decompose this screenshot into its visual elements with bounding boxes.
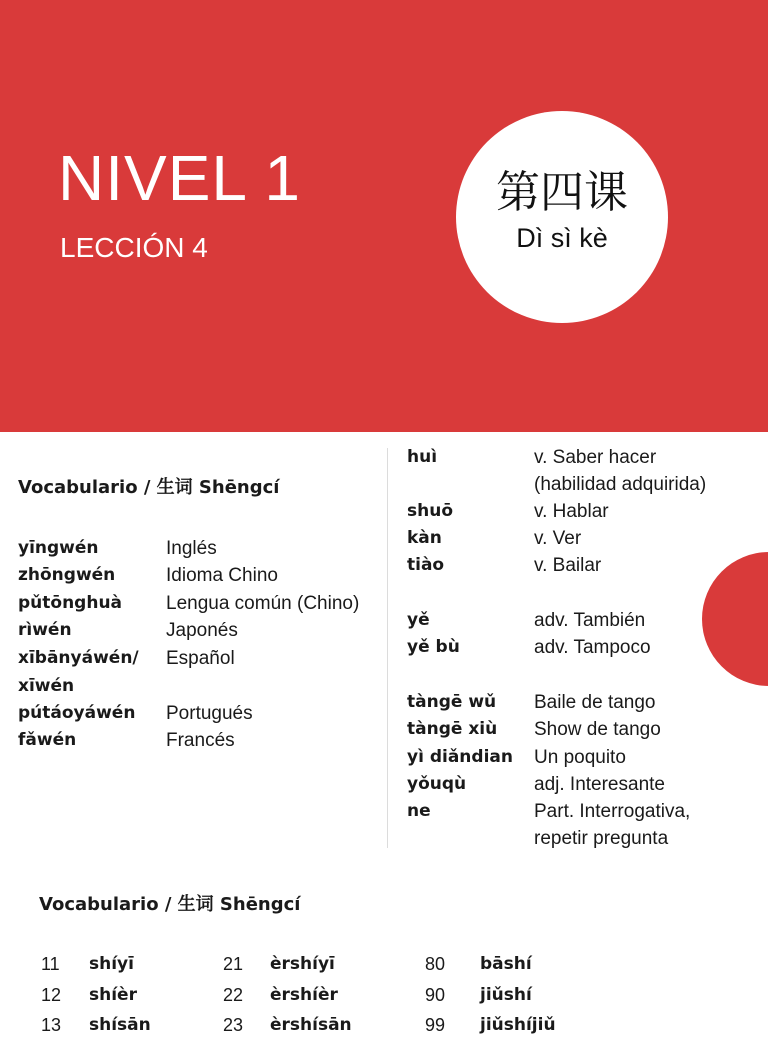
- vocab-row: [18, 673, 388, 701]
- number-digit: 90: [425, 985, 446, 1005]
- vocab-meaning: Japonés: [166, 620, 238, 641]
- vocab-meaning: repetir pregunta: [534, 828, 669, 849]
- number-word: shíèr: [89, 985, 137, 1005]
- number-digit: 11: [41, 954, 60, 974]
- vocab-meaning: Inglés: [166, 538, 217, 559]
- vocab-term: yīngwén: [18, 538, 99, 558]
- vocab-meaning: v. Hablar: [534, 501, 609, 522]
- number-word: èrshísān: [270, 1015, 352, 1035]
- vocab-term: xībānyáwén/: [18, 648, 139, 668]
- vocab-meaning: Un poquito: [534, 747, 626, 768]
- number-digit: 22: [223, 985, 244, 1005]
- vocab-term: yě bù: [407, 637, 460, 657]
- vocab-term: pǔtōnghuà: [18, 593, 123, 613]
- vocab-term: xīwén: [18, 676, 75, 696]
- header-banner: [0, 0, 768, 432]
- lesson-badge: [456, 111, 668, 323]
- vocab-meaning: (habilidad adquirida): [534, 474, 707, 495]
- vocab-row: [18, 590, 388, 618]
- level-title: NIVEL 1: [58, 142, 301, 214]
- number-word: jiǔshí: [480, 985, 532, 1005]
- lesson-subtitle: LECCIÓN 4: [60, 232, 208, 263]
- vocab-meaning: Show de tango: [534, 719, 661, 740]
- number-word: bāshí: [480, 954, 532, 974]
- vocab-meaning: adv. Tampoco: [534, 637, 651, 658]
- number-word: shíyī: [89, 954, 134, 974]
- vocab-term: rìwén: [18, 620, 72, 640]
- vocab-row: [18, 535, 388, 563]
- vocab-term: yǒuqù: [407, 774, 467, 794]
- vocab-term: tàngē xiù: [407, 719, 498, 739]
- number-word: èrshíyī: [270, 954, 335, 974]
- vocab-row: [18, 727, 388, 755]
- vocab-term: zhōngwén: [18, 565, 116, 585]
- number-digit: 21: [223, 954, 244, 974]
- number-word: shísān: [89, 1015, 151, 1035]
- vocab-meaning: adv. También: [534, 610, 646, 631]
- number-digit: 13: [41, 1015, 62, 1035]
- number-digit: 99: [425, 1015, 446, 1035]
- vocab-meaning: Español: [166, 648, 235, 669]
- lesson-hanzi: 第四课: [496, 167, 628, 218]
- vocab-meaning: Lengua común (Chino): [166, 593, 360, 614]
- number-word: jiǔshíjiǔ: [480, 1015, 556, 1035]
- number-digit: 23: [223, 1015, 244, 1035]
- vocab-row: [18, 700, 388, 728]
- vocab-meaning: v. Ver: [534, 528, 582, 549]
- vocab-meaning: Part. Interrogativa,: [534, 801, 691, 822]
- vocab-meaning: Idioma Chino: [166, 565, 278, 586]
- vocab-meaning: v. Saber hacer: [534, 447, 657, 468]
- vocab-term: pútáoyáwén: [18, 703, 136, 723]
- vocab-term: fǎwén: [18, 730, 77, 750]
- vocab-term: ne: [407, 801, 431, 821]
- lesson-pinyin: Dì sì kè: [516, 223, 608, 253]
- vocab-term: tiào: [407, 555, 445, 575]
- vocab-row: [18, 645, 388, 673]
- vocab-row: [18, 617, 388, 645]
- number-digit: 80: [425, 954, 446, 974]
- vocab-meaning: v. Bailar: [534, 555, 602, 576]
- number-digit: 12: [41, 985, 62, 1005]
- vocab-title: Vocabulario / 生词 Shēngcí: [18, 477, 280, 498]
- vocab-row: [18, 562, 388, 590]
- vocab-meaning: adj. Interesante: [534, 774, 665, 795]
- number-word: èrshíèr: [270, 985, 338, 1005]
- vocab-term: yě: [407, 610, 430, 630]
- vocab-term: tàngē wǔ: [407, 692, 497, 712]
- decorative-circle: [702, 552, 768, 686]
- vocab-meaning: Baile de tango: [534, 692, 656, 713]
- vocab-term: shuō: [407, 501, 454, 521]
- vocab-term: yì diǎndian: [407, 747, 513, 767]
- vocab-term: kàn: [407, 528, 442, 548]
- vocab-meaning: Portugués: [166, 703, 253, 724]
- vocab-meaning: Francés: [166, 730, 235, 751]
- numbers-title: Vocabulario / 生词 Shēngcí: [39, 894, 301, 915]
- vocab-term: huì: [407, 447, 438, 467]
